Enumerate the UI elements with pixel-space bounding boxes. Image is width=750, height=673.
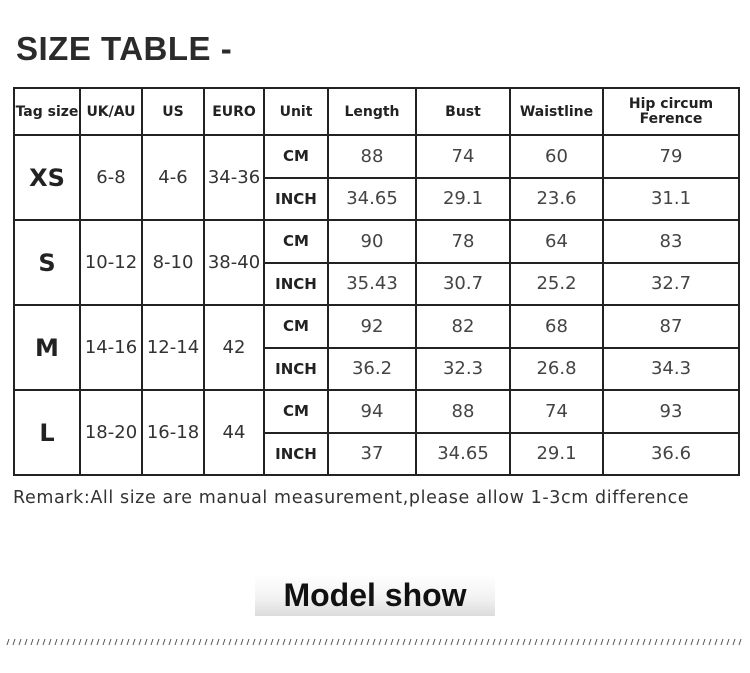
uk-au-cell: 18-20 [80,390,142,475]
waistline-cell: 60 [510,135,603,178]
model-show-label: Model show [283,577,467,613]
euro-cell: 38-40 [204,220,264,305]
model-show-banner [255,574,495,616]
hip-cell: 31.1 [603,178,739,221]
unit-cell: INCH [264,433,328,476]
unit-cell: INCH [264,263,328,306]
tag-size-cell: S [14,220,80,305]
hip-cell: 93 [603,390,739,433]
waistline-cell: 29.1 [510,433,603,476]
euro-cell: 44 [204,390,264,475]
waistline-cell: 68 [510,305,603,348]
unit-cell: CM [264,135,328,178]
waistline-cell: 64 [510,220,603,263]
size-table [13,87,740,476]
header-euro: EURO [204,88,264,135]
header-hip-line2: Ference [639,110,703,127]
remark-text: Remark:All size are manual measurement,please allow 1-3cm difference [13,488,690,508]
length-cell: 90 [328,220,416,263]
bust-cell: 88 [416,390,510,433]
tag-size-cell: XS [14,135,80,220]
header-waistline: Waistline [510,88,603,135]
waistline-cell: 23.6 [510,178,603,221]
length-cell: 94 [328,390,416,433]
bust-cell: 82 [416,305,510,348]
tag-size-cell: L [14,390,80,475]
table-row [14,220,739,263]
waistline-cell: 25.2 [510,263,603,306]
unit-cell: CM [264,305,328,348]
bust-cell: 30.7 [416,263,510,306]
hip-cell: 34.3 [603,348,739,391]
unit-cell: CM [264,390,328,433]
table-row [14,305,739,348]
header-us: US [142,88,204,135]
bust-cell: 74 [416,135,510,178]
length-cell: 34.65 [328,178,416,221]
hip-cell: 79 [603,135,739,178]
waistline-cell: 74 [510,390,603,433]
table-header-row [14,88,739,135]
tag-size-cell: M [14,305,80,390]
hip-cell: 87 [603,305,739,348]
bust-cell: 29.1 [416,178,510,221]
length-cell: 37 [328,433,416,476]
hip-cell: 36.6 [603,433,739,476]
hip-cell: 83 [603,220,739,263]
header-tag-size: Tag size [14,88,80,135]
page-title: SIZE TABLE - [16,30,233,67]
header-hip-circumference [603,88,739,135]
euro-cell: 34-36 [204,135,264,220]
us-cell: 8-10 [142,220,204,305]
header-bust: Bust [416,88,510,135]
us-cell: 16-18 [142,390,204,475]
us-cell: 12-14 [142,305,204,390]
length-cell: 35.43 [328,263,416,306]
bust-cell: 32.3 [416,348,510,391]
hip-cell: 32.7 [603,263,739,306]
header-unit: Unit [264,88,328,135]
length-cell: 88 [328,135,416,178]
dashed-divider [6,638,744,646]
waistline-cell: 26.8 [510,348,603,391]
table-row [14,135,739,178]
uk-au-cell: 10-12 [80,220,142,305]
bust-cell: 34.65 [416,433,510,476]
uk-au-cell: 14-16 [80,305,142,390]
unit-cell: CM [264,220,328,263]
unit-cell: INCH [264,348,328,391]
unit-cell: INCH [264,178,328,221]
length-cell: 92 [328,305,416,348]
euro-cell: 42 [204,305,264,390]
header-uk-au: UK/AU [80,88,142,135]
header-length: Length [328,88,416,135]
table-row [14,390,739,433]
length-cell: 36.2 [328,348,416,391]
uk-au-cell: 6-8 [80,135,142,220]
header-hip-line1: Hip circum [628,95,714,112]
bust-cell: 78 [416,220,510,263]
us-cell: 4-6 [142,135,204,220]
